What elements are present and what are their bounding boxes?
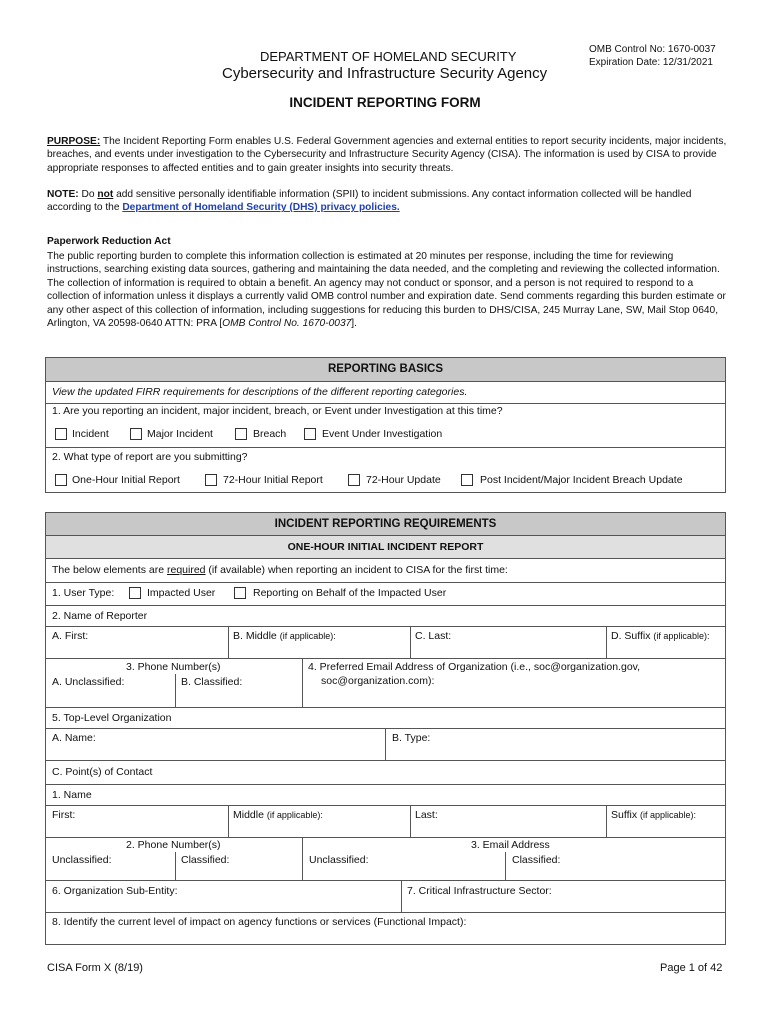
poc-suffix-field[interactable] [611, 809, 696, 821]
poc-email-classified-field[interactable]: Classified: [512, 854, 561, 866]
poc-email-label: 3. Email Address [471, 839, 550, 851]
question-1: 1. Are you reporting an incident, major incident, breach, or Event under Investigation at this time? [52, 405, 503, 417]
phone-numbers-label: 3. Phone Number(s) [126, 661, 221, 673]
impacted-user-label: Impacted User [147, 587, 216, 599]
poc-suffix-label: Suffix [611, 809, 638, 821]
note-not: not [97, 189, 114, 200]
purpose-text: The Incident Reporting Form enables U.S. Federal Government agencies and external entities to report security incidents, major incidents, breaches, and events under investigation to the Cybersecurity and Infrastructure Security Agency (CISA). The information is used by CISA to provide appropriate responses to affected entities and to gain greater insights into security threats. [47, 136, 727, 174]
user-type-label: 1. User Type: [52, 587, 115, 599]
requirements-intro [52, 564, 508, 576]
page-number: Page 1 of 42 [660, 962, 723, 974]
sub-entity-field[interactable]: 6. Organization Sub-Entity: [52, 885, 178, 897]
requirements-section [45, 512, 726, 945]
reporting-on-behalf-label: Reporting on Behalf of the Impacted User [253, 587, 447, 599]
intro-post: (if available) when reporting an incident to CISA for the first time: [205, 564, 508, 576]
requirements-header: INCIDENT REPORTING REQUIREMENTS [46, 513, 725, 536]
requirements-subheader: ONE-HOUR INITIAL INCIDENT REPORT [46, 536, 725, 559]
reporting-on-behalf-checkbox[interactable] [234, 587, 246, 599]
incident-label: Incident [72, 428, 109, 440]
email-preferred-field[interactable] [308, 661, 640, 687]
note-paragraph [47, 188, 727, 215]
privacy-policy-link[interactable]: Department of Homeland Security (DHS) privacy policies. [122, 202, 400, 214]
page-title: INCIDENT REPORTING FORM [289, 95, 481, 110]
pra-paragraph [47, 250, 727, 330]
middle-if-applicable: (if applicable): [279, 631, 336, 641]
note-label: NOTE: [47, 189, 79, 200]
expiration-date: Expiration Date: 12/31/2021 [589, 57, 713, 68]
72-hour-initial-checkbox[interactable] [205, 474, 217, 486]
suffix-label: D. Suffix [611, 630, 651, 642]
poc-phone-label: 2. Phone Number(s) [126, 839, 221, 851]
event-under-investigation-label: Event Under Investigation [322, 428, 443, 440]
email-pref-line-2: soc@organization.com): [321, 675, 435, 687]
pra-end: ]. [351, 318, 357, 330]
suffix-field[interactable] [611, 630, 709, 642]
note-pre: Do [78, 189, 98, 200]
agency-name: Cybersecurity and Infrastructure Security Agency [222, 65, 548, 82]
intro-pre: The below elements are [52, 564, 167, 576]
impacted-user-checkbox[interactable] [129, 587, 141, 599]
event-under-investigation-checkbox[interactable] [304, 428, 316, 440]
poc-first-field[interactable]: First: [52, 809, 76, 821]
note-post: add sensitive personally identifiable information (SPII) to incident submissions. Any contact information collected will be handled according to the [47, 189, 692, 214]
72-hour-initial-label: 72-Hour Initial Report [223, 474, 323, 486]
firr-note: View the updated FIRR requirements for descriptions of the different reporting categories. [52, 386, 468, 398]
functional-impact-field[interactable]: 8. Identify the current level of impact on agency functions or services (Functional Impact): [52, 916, 467, 928]
department-name: DEPARTMENT OF HOMELAND SECURITY [260, 49, 517, 64]
poc-label: C. Point(s) of Contact [52, 766, 153, 778]
incident-checkbox[interactable] [55, 428, 67, 440]
suffix-if-applicable: (if applicable): [653, 631, 710, 641]
72-hour-update-checkbox[interactable] [348, 474, 360, 486]
poc-middle-label: Middle [233, 809, 264, 821]
purpose-label: PURPOSE: [47, 136, 101, 147]
pra-text: The public reporting burden to complete this information collection is estimated at 20 minutes per response, including the time for reviewing instructions, searching existing data sources, gathering and maintaining the data needed, and the completing and reviewing the collected information. The collection of information is required to obtain a benefit. An agency may not conduct or sponsor, and a person is not required to respond to a collection of information unless it displays a currently valid OMB control number and expiration date. Send comments regarding this burden estimate or any other aspect of this collection of information, including suggestions for reducing this burden to DHS/CISA, 245 Murray Lane, SW, Mail Stop 0640, Arlington, VA 20598-0640 ATTN: PRA [ [47, 251, 726, 330]
top-level-org-label: 5. Top-Level Organization [52, 712, 172, 724]
reporting-basics-header: REPORTING BASICS [46, 358, 725, 382]
omb-info [589, 43, 716, 69]
email-pref-line-1: 4. Preferred Email Address of Organization (i.e., soc@organization.gov, [308, 661, 641, 673]
72-hour-update-label: 72-Hour Update [366, 474, 441, 486]
poc-phone-unclassified-field[interactable]: Unclassified: [52, 854, 112, 866]
one-hour-report-label: One-Hour Initial Report [72, 474, 180, 486]
breach-label: Breach [253, 428, 287, 440]
poc-last-field[interactable]: Last: [415, 809, 438, 821]
name-of-reporter-label: 2. Name of Reporter [52, 610, 148, 622]
poc-name-label: 1. Name [52, 789, 92, 801]
poc-phone-classified-field[interactable]: Classified: [181, 854, 230, 866]
poc-email-unclassified-field[interactable]: Unclassified: [309, 854, 369, 866]
poc-middle-field[interactable] [233, 809, 323, 821]
question-2: 2. What type of report are you submitting? [52, 451, 248, 463]
org-type-field[interactable]: B. Type: [392, 732, 431, 744]
org-name-field[interactable]: A. Name: [52, 732, 96, 744]
omb-control: OMB Control No: 1670-0037 [589, 44, 716, 55]
pra-omb: OMB Control No. 1670-0037 [222, 318, 352, 330]
reporting-basics-section [45, 357, 726, 493]
breach-checkbox[interactable] [235, 428, 247, 440]
major-incident-checkbox[interactable] [130, 428, 142, 440]
poc-middle-if-applicable: (if applicable): [266, 810, 323, 820]
pra-heading: Paperwork Reduction Act [47, 236, 171, 247]
ci-sector-field[interactable]: 7. Critical Infrastructure Sector: [407, 885, 552, 897]
one-hour-report-checkbox[interactable] [55, 474, 67, 486]
phone-unclassified-field[interactable]: A. Unclassified: [52, 676, 125, 688]
form-number: CISA Form X (8/19) [47, 962, 143, 974]
post-incident-label: Post Incident/Major Incident Breach Update [480, 474, 683, 486]
middle-name-field[interactable] [233, 630, 336, 642]
post-incident-checkbox[interactable] [461, 474, 473, 486]
intro-required: required [166, 564, 206, 576]
major-incident-label: Major Incident [147, 428, 213, 440]
phone-classified-field[interactable]: B. Classified: [181, 676, 243, 688]
purpose-paragraph [47, 135, 727, 175]
last-name-field[interactable]: C. Last: [415, 630, 452, 642]
first-name-field[interactable]: A. First: [52, 630, 89, 642]
middle-label: B. Middle [233, 630, 277, 642]
poc-suffix-if-applicable: (if applicable): [640, 810, 697, 820]
